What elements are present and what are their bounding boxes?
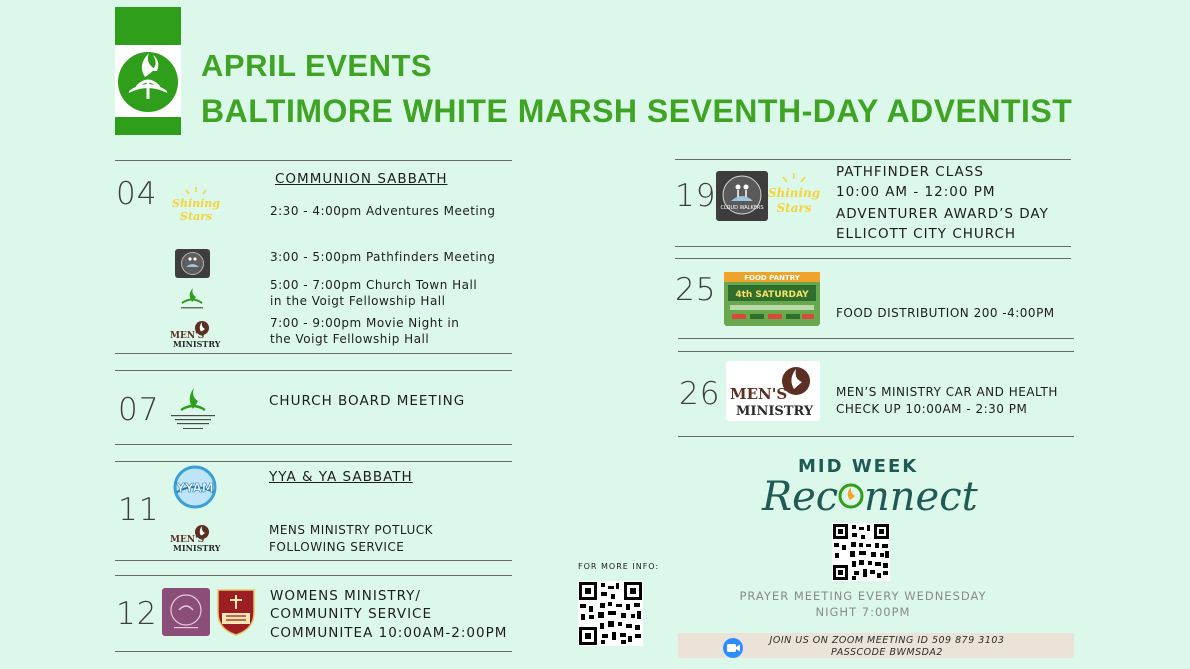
event-day: 11 [118,492,160,528]
reconnect-wordmark [760,470,978,526]
event-text: MENS MINISTRY POTLUCK [269,523,434,537]
event-text: MEN’S MINISTRY CAR AND HEALTH [836,385,1058,399]
event-text: CHECK UP 10:00AM - 2:30 PM [836,402,1028,416]
mens-ministry-logo [168,319,221,349]
sda-logo-icon [178,286,206,312]
page-subtitle: BALTIMORE WHITE MARSH SEVENTH-DAY ADVENTIST [201,93,1073,129]
event-text: ADVENTURER AWARD’S DAY [836,206,1049,222]
divider [675,159,1071,160]
prayer-meeting-text: PRAYER MEETING EVERY WEDNESDAY [739,589,987,603]
svg-text:Stars: Stars [776,201,812,215]
event-day: 19 [675,178,717,214]
event-text: COMMUNITY SERVICE [270,606,433,622]
event-text: FOOD DISTRIBUTION 200 -4:00PM [836,306,1055,320]
event-item: 2:30 - 4:00pm Adventures Meeting [270,204,496,218]
svg-text:MEN'S: MEN'S [730,385,788,403]
svg-text:CLOUD WALKERS: CLOUD WALKERS [720,205,764,211]
zoom-icon[interactable] [722,637,748,659]
svg-text:Rec: Rec [762,474,839,520]
svg-text:FOOD PANTRY: FOOD PANTRY [744,274,800,282]
divider [115,461,512,462]
svg-text:Shining: Shining [172,197,220,210]
event-item: 5:00 - 7:00pm Church Town Hall [270,278,478,292]
divider [678,436,1074,437]
mens-ministry-logo-large [726,361,820,421]
divider [675,246,1071,247]
svg-text:YYAM: YYAM [176,481,214,495]
shining-stars-logo [767,172,821,220]
divider [678,338,1074,339]
event-heading: COMMUNION SABBATH [275,171,448,187]
svg-text:Shining: Shining [767,186,821,200]
prayer-meeting-time: NIGHT 7:00PM [815,605,911,619]
event-item: 3:00 - 5:00pm Pathfinders Meeting [270,250,496,264]
food-pantry-flyer [724,272,820,326]
event-heading: CHURCH BOARD MEETING [269,393,466,409]
more-info-label: FOR MORE INFO: [578,562,660,571]
svg-text:MEN'S: MEN'S [170,535,205,545]
event-heading: YYA & YA SABBATH [269,469,413,485]
divider [115,370,512,371]
church-logo [115,7,181,135]
divider [115,444,512,445]
divider [115,651,512,652]
event-item: the Voigt Fellowship Hall [270,332,430,346]
svg-text:MINISTRY: MINISTRY [736,404,814,419]
event-day: 25 [675,272,717,308]
event-text: COMMUNITEA 10:00AM-2:00PM [270,625,508,641]
zoom-qr-code[interactable] [832,523,890,581]
event-day: 07 [118,392,160,428]
event-text: FOLLOWING SERVICE [269,540,405,554]
womens-ministry-badge [162,588,210,636]
shining-stars-logo [172,186,220,226]
divider [678,351,1074,352]
event-day: 12 [116,596,158,632]
event-text: 10:00 AM - 12:00 PM [836,184,996,200]
svg-text:MINISTRY: MINISTRY [173,339,221,349]
midweek-title: MID WEEK [798,456,919,477]
cloud-walkers-badge [175,249,210,278]
mens-ministry-logo [168,523,221,553]
divider [675,258,1071,259]
divider [115,575,512,576]
svg-text:Stars: Stars [179,210,213,223]
divider [115,160,512,161]
event-text: ELLICOTT CITY CHURCH [836,226,1017,242]
page-title: APRIL EVENTS [201,48,433,83]
cloud-walkers-badge [716,171,768,221]
event-day: 26 [679,376,721,412]
event-day: 04 [116,176,158,212]
svg-text:nnect: nnect [864,474,978,520]
divider [115,560,512,561]
zoom-passcode: PASSCODE BWMSDA2 [831,647,943,658]
zoom-meeting-id: JOIN US ON ZOOM MEETING ID 509 879 3103 [769,635,1005,646]
svg-text:4th SATURDAY: 4th SATURDAY [735,290,809,300]
event-item: in the Voigt Fellowship Hall [270,294,446,308]
acs-shield-icon [214,587,258,637]
yyam-logo [172,465,218,509]
event-text: WOMENS MINISTRY/ [270,588,421,604]
qr-code[interactable] [578,581,643,646]
divider [115,353,512,354]
event-item: 7:00 - 9:00pm Movie Night in [270,316,460,330]
svg-text:MEN'S: MEN'S [170,331,205,341]
svg-text:MINISTRY: MINISTRY [173,543,221,553]
event-text: PATHFINDER CLASS [836,164,984,180]
church-school-logo [167,386,219,434]
